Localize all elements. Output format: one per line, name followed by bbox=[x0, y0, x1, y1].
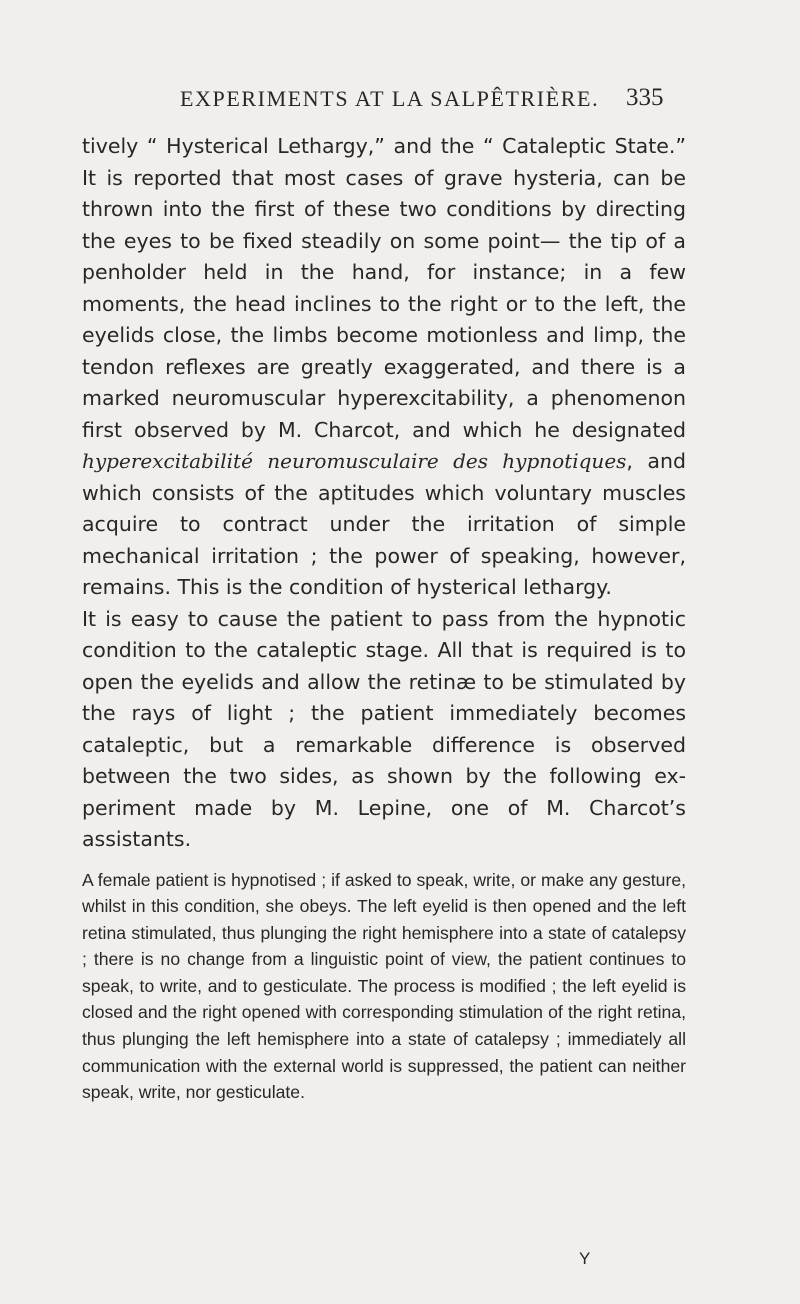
signature-mark: Y bbox=[579, 1249, 591, 1268]
paragraph-2: It is easy to cause the patient to pass from the hypnotic condition to the cataleptic stage. All that is required is to open the eyelids and allow the retinæ to be stimulated by the rays of light ; the patient immediately becomes cataleptic, but a remarkable difference is observed between the two sides, as shown by the following ex- periment made by M. Lepine, one of M. Charcot’s assistants. bbox=[82, 606, 686, 851]
french-term: hyperexcitabilité neuromusculaire des hypnotiques bbox=[82, 449, 627, 473]
body-text bbox=[82, 131, 686, 1106]
paragraph-1-text-b: , and which consists of the aptitudes which voluntary muscles acquire to contract under the irritation of simple mechanical irritation ; the power of speaking, however, remains. This is the condition of hysterical lethargy. bbox=[82, 449, 686, 599]
paragraph-1-text-a: tively “ Hysterical Lethargy,” and the “ Cataleptic State.” It is reported that most cases of grave hysteria, can be thrown into the first of these two conditions by directing the eyes to be fixed steadily on some point— the tip of a penholder held in the hand, for instance; in a few moments, the head inclines to the right or to the left, the eyelids close, the limbs become motionless and limp, the tendon reflexes are greatly exaggerated, and there is a marked neuromuscular hyperexcitability, a phenomenon first observed by M. Charcot, and which he designated bbox=[82, 134, 686, 442]
running-head: EXPERIMENTS AT LA SALPÊTRIÈRE. bbox=[180, 86, 600, 111]
page-number: 335 bbox=[626, 84, 664, 111]
paragraph-1 bbox=[82, 131, 686, 604]
quoted-experiment: A female patient is hypnotised ; if asked to speak, write, or make any gesture, whilst in this condition, she obeys. The left eyelid is then opened and the left retina stimulated, thus plunging the right hemisphere into a state of catalepsy ; there is no change from a linguistic point of view, the patient continues to speak, to write, and to gesticulate. The process is modified ; the left eyelid is closed and the right opened with corresponding stimulation of the right retina, thus plunging the left hemisphere into a state of catalepsy ; immediately all communication with the external world is suppressed, the patient can neither speak, write, nor gesticulate. bbox=[82, 869, 686, 1103]
